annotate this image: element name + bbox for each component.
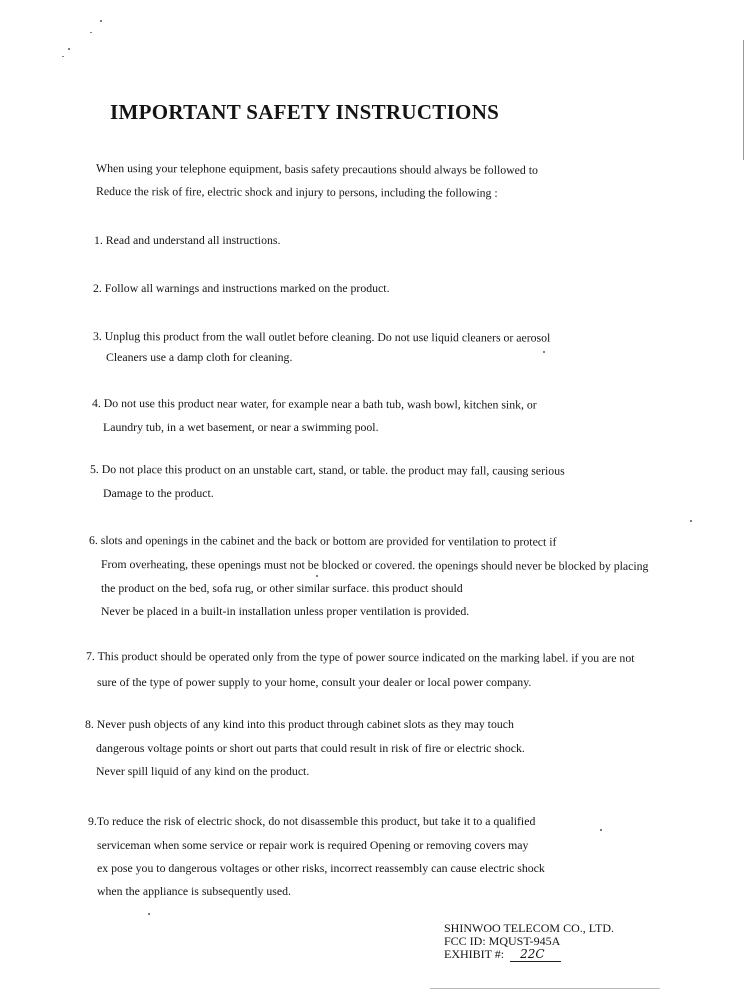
footer-fcc-id: FCC ID: MQUST-945A: [444, 934, 561, 948]
instruction-9-line-4: when the appliance is subsequently used.: [97, 884, 291, 898]
footer-company: SHINWOO TELECOM CO., LTD.: [444, 921, 614, 935]
instruction-5-line-2: Damage to the product.: [103, 486, 214, 500]
scan-speck: [690, 520, 692, 522]
exhibit-number: 22C: [510, 947, 560, 962]
instruction-8-line-3: Never spill liquid of any kind on the product.: [96, 764, 310, 778]
scan-speck: [68, 48, 70, 50]
instruction-3-line-1: 3. Unplug this product from the wall outlet before cleaning. Do not use liquid cleaners or aerosol: [92, 329, 551, 345]
instruction-6-line-4: Never be placed in a built-in installation unless proper ventilation is provided.: [101, 604, 470, 618]
instruction-5-line-1: 5. Do not place this product on an unstable cart, stand, or table. the product may fall, causing serious: [89, 462, 565, 478]
scan-edge-mark: [743, 40, 744, 160]
document-title: IMPORTANT SAFETY INSTRUCTIONS: [110, 100, 500, 124]
instruction-6-line-2: From overheating, these openings must not be blocked or covered. the openings should never be blocked by placing: [100, 557, 649, 573]
instruction-3-line-2: Cleaners use a damp cloth for cleaning.: [106, 350, 293, 364]
scan-speck: [90, 32, 92, 33]
instruction-9-line-3: ex pose you to dangerous voltages or other risks, incorrect reassembly can cause electric shock: [97, 861, 545, 875]
instruction-2-line-1: 2. Follow all warnings and instructions marked on the product.: [93, 281, 390, 295]
scan-speck: [600, 829, 602, 831]
instruction-7-line-1: 7. This product should be operated only from the type of power source indicated on the marking label. if you are not: [85, 649, 635, 665]
instruction-9-line-2: serviceman when some service or repair work is required Opening or removing covers may: [97, 838, 529, 852]
scan-speck: [543, 351, 545, 353]
instruction-4-line-2: Laundry tub, in a wet basement, or near a swimming pool.: [103, 420, 379, 434]
instruction-7-line-2: sure of the type of power supply to your home, consult your dealer or local power company.: [97, 675, 532, 689]
intro-line-1: When using your telephone equipment, basis safety precautions should always be followed to: [95, 161, 538, 177]
instruction-8-line-2: dangerous voltage points or short out parts that could result in risk of fire or electric shock.: [96, 741, 525, 755]
instruction-8-line-1: 8. Never push objects of any kind into this product through cabinet slots as they may touch: [85, 717, 514, 731]
instruction-1-line-1: 1. Read and understand all instructions.: [94, 233, 281, 247]
exhibit-label: EXHIBIT #:: [444, 947, 505, 961]
instruction-9-line-1: 9.To reduce the risk of electric shock, do not disassemble this product, but take it to a qualified: [88, 814, 536, 828]
instruction-6-line-3: the product on the bed, sofa rug, or other similar surface. this product should: [101, 581, 463, 595]
footer-exhibit: [444, 947, 561, 962]
scan-speck: [100, 20, 102, 22]
intro-line-2: Reduce the risk of fire, electric shock and injury to persons, including the following :: [95, 184, 498, 200]
instruction-4-line-1: 4. Do not use this product near water, for example near a bath tub, wash bowl, kitchen sink, or: [91, 396, 537, 412]
scan-speck: [62, 56, 64, 57]
scan-bottom-rule: [430, 988, 660, 989]
scan-speck: [316, 575, 318, 577]
scan-speck: [148, 913, 150, 915]
instruction-6-line-1: 6. slots and openings in the cabinet and the back or bottom are provided for ventilation to protect if: [88, 533, 557, 549]
